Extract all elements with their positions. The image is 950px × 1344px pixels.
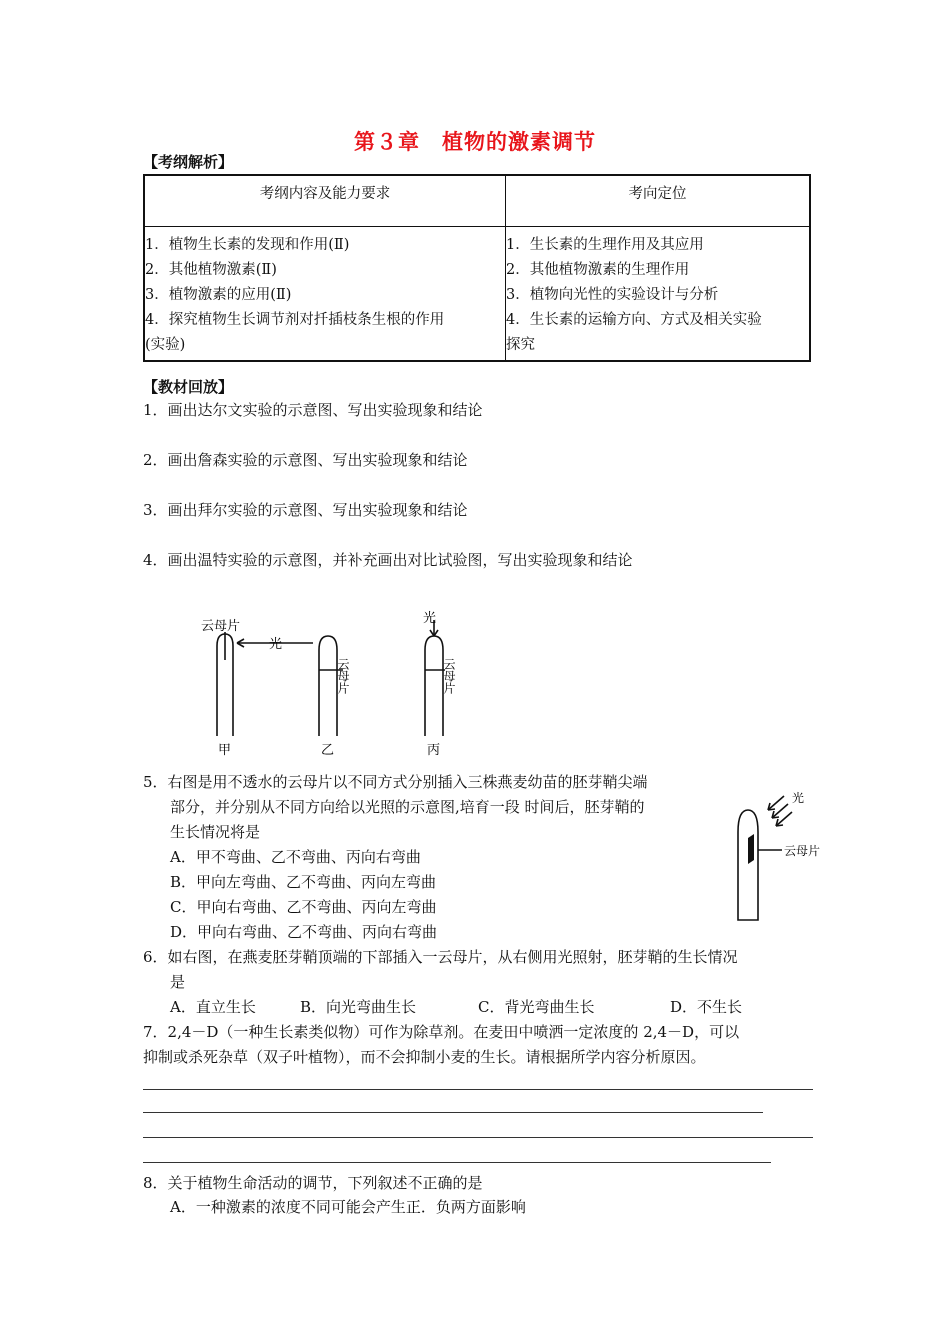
col2-line: 1．生长素的生理作用及其应用 <box>506 237 704 253</box>
q7-stem: 抑制或杀死杂草（双子叶植物），而不会抑制小麦的生长。请根据所学内容分析原因。 <box>143 1048 706 1066</box>
label-jia: 甲 <box>218 743 232 758</box>
answer-line[interactable] <box>143 1112 763 1113</box>
review-item: 3．画出拜尔实验的示意图、写出实验现象和结论 <box>143 501 468 519</box>
label-bing: 丙 <box>427 743 441 758</box>
col1-line: 2．其他植物激素(Ⅱ) <box>145 262 277 278</box>
outline-heading: 【考纲解析】 <box>143 153 234 171</box>
col2-line: 探究 <box>506 337 535 353</box>
q6-option-d: D．不生长 <box>670 998 743 1016</box>
q5-option: C．甲向右弯曲、乙不弯曲、丙向左弯曲 <box>170 898 437 916</box>
review-item: 1．画出达尔文实验的示意图、写出实验现象和结论 <box>143 401 483 419</box>
col2-header: 考向定位 <box>506 175 811 227</box>
col2-line: 3．植物向光性的实验设计与分析 <box>506 287 719 303</box>
review-heading: 【教材回放】 <box>143 378 234 396</box>
chapter-title: 第３章 植物的激素调节 <box>354 130 596 154</box>
mica-label: 云母片 <box>784 844 821 858</box>
col1-content <box>144 227 506 362</box>
q6-option-a: A．直立生长 <box>170 998 256 1016</box>
q8-option-a: A．一种激素的浓度不同可能会产生正．负两方面影响 <box>170 1198 526 1216</box>
q5-stem: 5．右图是用不透水的云母片以不同方式分别插入三株燕麦幼苗的胚芽鞘尖端 <box>143 773 648 791</box>
coleoptile-light-figure <box>728 782 848 924</box>
light-label: 光 <box>792 791 805 805</box>
col1-line: (实验) <box>145 337 186 353</box>
q8-stem: 8．关于植物生命活动的调节，下列叙述不正确的是 <box>143 1174 483 1192</box>
col1-header: 考纲内容及能力要求 <box>144 175 506 227</box>
col2-line: 2．其他植物激素的生理作用 <box>506 262 690 278</box>
q5-option: D．甲向右弯曲、乙不弯曲、丙向右弯曲 <box>170 923 438 941</box>
mica-label-vertical: 云母片 <box>442 658 456 694</box>
coleoptile-figure <box>195 610 485 760</box>
q6-option-b: B．向光弯曲生长 <box>300 998 417 1016</box>
col2-content <box>506 227 811 362</box>
light-label-top: 光 <box>423 611 437 626</box>
q5-option: A．甲不弯曲、乙不弯曲、丙向右弯曲 <box>170 848 421 866</box>
q6-option-c: C．背光弯曲生长 <box>478 998 595 1016</box>
q5-stem: 部分，并分别从不同方向给以光照的示意图,培育一段 时间后，胚芽鞘的 <box>170 798 645 816</box>
col2-line: 4．生长素的运输方向、方式及相关实验 <box>506 312 762 328</box>
answer-line[interactable] <box>143 1162 771 1163</box>
col1-line: 4．探究植物生长调节剂对扦插枝条生根的作用 <box>145 312 445 328</box>
label-yi: 乙 <box>321 743 335 758</box>
answer-line[interactable] <box>143 1089 813 1090</box>
col1-line: 1．植物生长素的发现和作用(Ⅱ) <box>145 237 350 253</box>
col1-line: 3．植物激素的应用(Ⅱ) <box>145 287 292 303</box>
mica-label: 云母片 <box>201 619 241 634</box>
outline-table <box>143 174 811 362</box>
q7-stem: 7．2,4－D（一种生长素类似物）可作为除草剂。在麦田中喷洒一定浓度的 2,4－D，可以 <box>143 1023 740 1041</box>
answer-line[interactable] <box>143 1137 813 1138</box>
q5-stem: 生长情况将是 <box>170 823 261 841</box>
q6-stem: 是 <box>170 973 186 991</box>
light-label: 光 <box>269 637 283 652</box>
review-item: 2．画出詹森实验的示意图、写出实验现象和结论 <box>143 451 468 469</box>
q6-stem: 6．如右图，在燕麦胚芽鞘顶端的下部插入一云母片，从右侧用光照射，胚芽鞘的生长情况 <box>143 948 738 966</box>
mica-label-vertical: 云母片 <box>336 658 350 694</box>
q5-option: B．甲向左弯曲、乙不弯曲、丙向左弯曲 <box>170 873 437 891</box>
review-item: 4．画出温特实验的示意图，并补充画出对比试验图，写出实验现象和结论 <box>143 551 633 569</box>
